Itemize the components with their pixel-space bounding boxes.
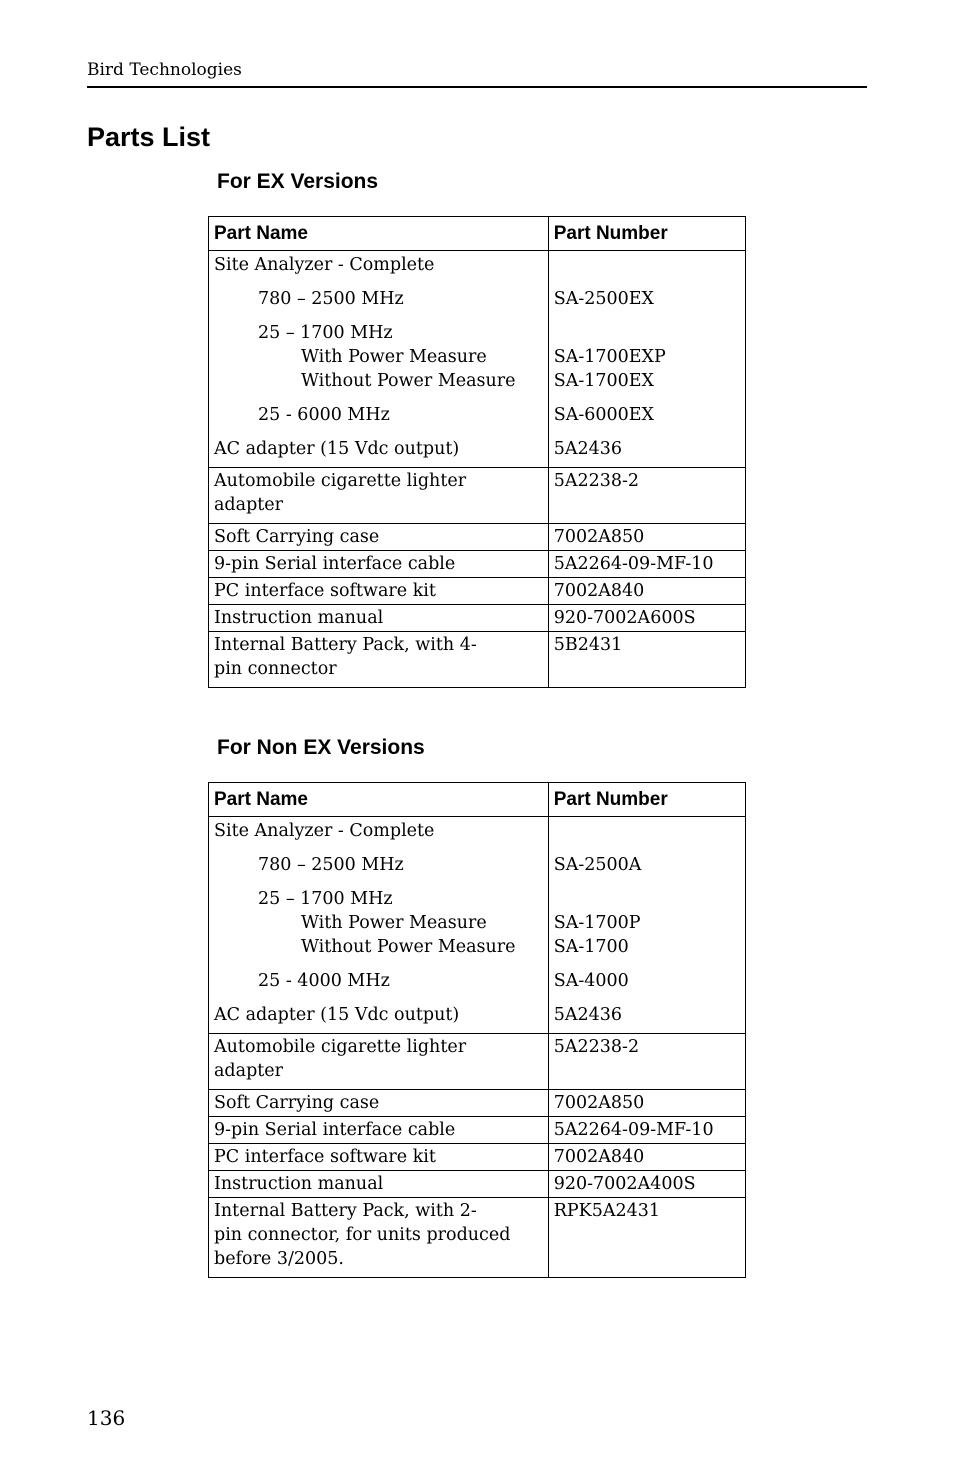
part-number: SA-1700 (553, 937, 629, 957)
site-analyzer-numbers (548, 251, 745, 468)
column-header-part-number: Part Number (548, 217, 745, 251)
part-number: 5B2431 (548, 632, 745, 688)
part-number: RPK5A2431 (548, 1198, 745, 1278)
part-number: 5A2436 (553, 1005, 623, 1025)
table-row (209, 632, 746, 688)
running-header: Bird Technologies (87, 60, 242, 80)
option-name: With Power Measure (301, 347, 487, 367)
section-title-nonex: For Non EX Versions (217, 736, 425, 759)
table-row (209, 605, 746, 632)
part-number: 7002A850 (548, 1090, 745, 1117)
part-number: SA-6000EX (553, 405, 655, 425)
site-analyzer-label: Site Analyzer - Complete (214, 255, 435, 275)
range-name: 25 - 4000 MHz (258, 971, 390, 991)
part-name: Instruction manual (209, 605, 549, 632)
part-number: SA-2500EX (553, 289, 655, 309)
part-number: 5A2264-09-MF-10 (548, 551, 745, 578)
parts-table-nonex (208, 782, 746, 1278)
site-analyzer-names (209, 817, 549, 1034)
table-row (209, 817, 746, 1034)
part-name: Instruction manual (209, 1171, 549, 1198)
part-number: SA-4000 (553, 971, 629, 991)
option-name: Without Power Measure (301, 937, 516, 957)
part-name: Soft Carrying case (209, 524, 549, 551)
part-number: 920-7002A400S (548, 1171, 745, 1198)
table-row (209, 551, 746, 578)
column-header-part-name: Part Name (209, 217, 549, 251)
table-row (209, 524, 746, 551)
part-name: Automobile cigarette lighter adapter (209, 1034, 549, 1090)
part-number: 5A2238-2 (548, 1034, 745, 1090)
part-number: 920-7002A600S (548, 605, 745, 632)
table-row (209, 1034, 746, 1090)
table-row (209, 1117, 746, 1144)
part-number: SA-1700P (553, 913, 641, 933)
option-name: Without Power Measure (301, 371, 516, 391)
part-name: AC adapter (15 Vdc output) (214, 1005, 460, 1025)
table-header-row (209, 783, 746, 817)
part-name: PC interface software kit (209, 578, 549, 605)
part-number: 5A2436 (553, 439, 623, 459)
page-title: Parts List (87, 122, 211, 152)
table-row (209, 578, 746, 605)
header-rule (87, 86, 867, 88)
table-row (209, 1171, 746, 1198)
table-row (209, 1090, 746, 1117)
page-number: 136 (87, 1406, 126, 1430)
site-analyzer-names (209, 251, 549, 468)
part-name: AC adapter (15 Vdc output) (214, 439, 460, 459)
part-name: PC interface software kit (209, 1144, 549, 1171)
part-number: 7002A850 (548, 524, 745, 551)
section-title-ex: For EX Versions (217, 170, 379, 193)
part-name: Soft Carrying case (209, 1090, 549, 1117)
range-name: 25 - 6000 MHz (258, 405, 390, 425)
part-number: 5A2238-2 (548, 468, 745, 524)
range-name: 780 – 2500 MHz (258, 289, 404, 309)
part-name: 9-pin Serial interface cable (209, 551, 549, 578)
site-analyzer-label: Site Analyzer - Complete (214, 821, 435, 841)
table-header-row (209, 217, 746, 251)
part-number: SA-1700EXP (553, 347, 666, 367)
part-name: 9-pin Serial interface cable (209, 1117, 549, 1144)
part-name: Internal Battery Pack, with 4- pin connector (209, 632, 549, 688)
part-name: Automobile cigarette lighter adapter (209, 468, 549, 524)
range-name: 780 – 2500 MHz (258, 855, 404, 875)
part-name: Internal Battery Pack, with 2- pin connector, for units produced before 3/2005. (209, 1198, 549, 1278)
column-header-part-number: Part Number (548, 783, 745, 817)
parts-table-ex (208, 216, 746, 688)
site-analyzer-numbers (548, 817, 745, 1034)
option-name: With Power Measure (301, 913, 487, 933)
column-header-part-name: Part Name (209, 783, 549, 817)
part-number: 7002A840 (548, 578, 745, 605)
range-name: 25 – 1700 MHz (258, 323, 393, 343)
part-number: SA-2500A (553, 855, 642, 875)
table-row (209, 1144, 746, 1171)
range-name: 25 – 1700 MHz (258, 889, 393, 909)
table-row (209, 468, 746, 524)
part-number: 5A2264-09-MF-10 (548, 1117, 745, 1144)
part-number: 7002A840 (548, 1144, 745, 1171)
table-row (209, 251, 746, 468)
part-number: SA-1700EX (553, 371, 655, 391)
table-row (209, 1198, 746, 1278)
